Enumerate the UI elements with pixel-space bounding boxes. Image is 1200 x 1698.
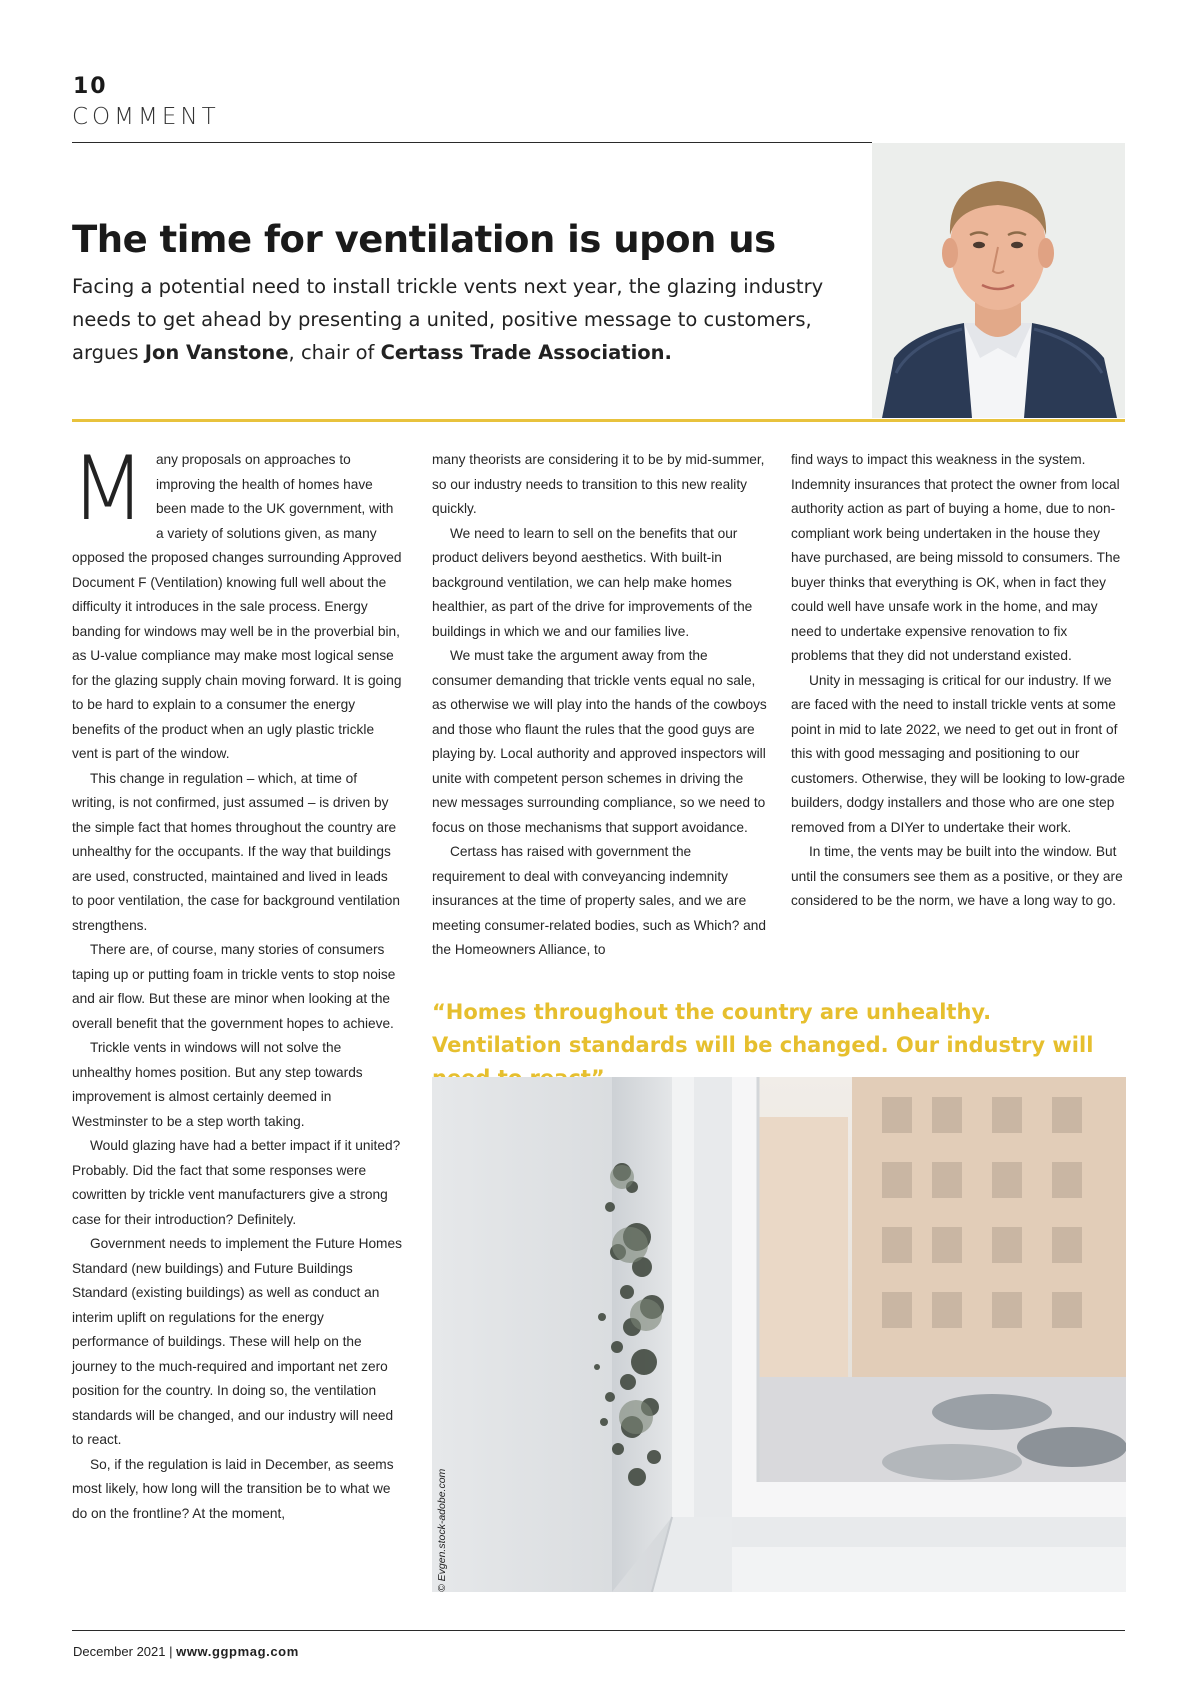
paragraph: Unity in messaging is critical for our industry. If we are faced with the need to install trickle vents at some point in mid to late 2022, we need to get out in front of this with good messaging and positioning to our customers. Otherwise, they will be looking to low-grade builders, dodgy installers and those who are one step removed from a DIYer to undertake their work. (791, 672, 1125, 835)
author-name: Jon Vanstone (144, 341, 289, 364)
standfirst-lead: Facing a potential need to install trickle vents next year, the glazing industry needs to get ahead by presenting a united, positive message to customers, argues (72, 275, 824, 364)
header-divider (72, 142, 872, 143)
paragraph: We must take the argument away from the consumer demanding that trickle vents equal no sale, as otherwise we will play into the hands of the cowboys and those who flaunt the rules that the good guys are playing by. Local authority and approved inspectors will unite with competent person schemes in driving the new messages surrounding compliance, so we need to focus on those mechanisms that support avoidance. (432, 648, 767, 835)
paragraph: Would glazing have had a better impact if it united? Probably. Did the fact that some responses were cowritten by trickle vent manufacturers give a strong case for their introduction? Definitely. (72, 1138, 401, 1227)
paragraph: So, if the regulation is laid in December, as seems most likely, how long will the transition be to what we do on the frontline? At the moment, (72, 1456, 394, 1521)
paragraph: Trickle vents in windows will not solve the unhealthy homes position. But any step towards improvement is almost certainly deemed in Westminster to be a step worth taking. (72, 1040, 363, 1129)
paragraph: There are, of course, many stories of consumers taping up or putting foam in trickle vents to stop noise and air flow. But these are minor when looking at the overall benefit that the government hopes to achieve. (72, 942, 396, 1031)
body-column-2 (432, 448, 767, 963)
footer-date: December 2021 (73, 1644, 166, 1659)
photo-credit-text: © Evgen.stock-adobe.com (436, 1468, 448, 1592)
photo-credit (432, 1452, 454, 1592)
paragraph: In time, the vents may be built into the window. But until the consumers see them as a positive, or they are considered to be the norm, we have a long way to go. (791, 844, 1123, 908)
footer-separator: | (165, 1644, 177, 1659)
mould-window-photo (432, 1077, 1126, 1592)
organisation-name: Certass Trade Association. (380, 341, 672, 364)
headline-divider (72, 419, 1125, 422)
standfirst-middle: , chair of (288, 341, 381, 364)
footer-divider (72, 1630, 1125, 1631)
paragraph-text: any proposals on approaches to improving the health of homes have been made to the UK government, with a variety of solutions given, as many opposed the proposed changes surrounding Approved Document F (Ventilation) knowing full well about the difficulty it introduces in the sale process. Energy banding for windows may well be in the proverbial bin, as U-value compliance may make most logical sense for the glazing supply chain moving forward. It is going to be hard to explain to a consumer the energy benefits of the product when an ugly plastic trickle vent is part of the window. (72, 452, 402, 761)
paragraph: find ways to impact this weakness in the system. Indemnity insurances that protect the owner from local authority action as part of buying a home, due to non-compliant work being undertaken in the house they have purchased, are being missold to consumers. The buyer thinks that everything is OK, when in fact they could well have unsafe work in the home, and may need to undertake expensive renovation to fix problems that they did not understand existed. (791, 452, 1121, 663)
article-headline: The time for ventilation is upon us (72, 218, 776, 261)
author-portrait (872, 143, 1125, 418)
article-standfirst (72, 270, 872, 369)
paragraph: Government needs to implement the Future Homes Standard (new buildings) and Future Buildings Standard (existing buildings) as well as conduct an interim uplift on regulations for the energy performance of buildings. These will help on the journey to the much-required and important net zero position for the country. In doing so, the ventilation standards will be changed, and our industry will need to react. (72, 1236, 402, 1447)
body-column-3 (791, 448, 1126, 914)
drop-cap: M (70, 437, 146, 540)
paragraph: This change in regulation – which, at time of writing, is not confirmed, just assumed – is driven by the simple fact that homes throughout the country are unhealthy for the occupants. If the way that buildings are used, constructed, maintained and lived in leads to poor ventilation, the case for background ventilation strengthens. (72, 770, 400, 933)
paragraph (70, 437, 402, 767)
body-column-1 (70, 437, 402, 1526)
section-label: COMMENT (72, 104, 220, 130)
paragraph: Certass has raised with government the requirement to deal with conveyancing indemnity insurances at the time of property sales, and we are meeting consumer-related bodies, such as Which? and the Homeowners Alliance, to (432, 844, 767, 957)
paragraph: We need to learn to sell on the benefits that our product delivers beyond aesthetics. With built-in background ventilation, we can help make homes healthier, as part of the drive for improvements of the buildings in which we and our families live. (432, 525, 753, 639)
pull-quote: “Homes throughout the country are unhealthy. Ventilation standards will be changed. Our industry will (432, 1000, 1094, 1057)
footer (73, 1644, 299, 1659)
page-number: 10 (73, 74, 108, 99)
paragraph: many theorists are considering it to be by mid-summer, so our industry needs to transition to this new reality quickly. (432, 452, 765, 516)
footer-website: www.ggpmag.com (176, 1644, 299, 1659)
